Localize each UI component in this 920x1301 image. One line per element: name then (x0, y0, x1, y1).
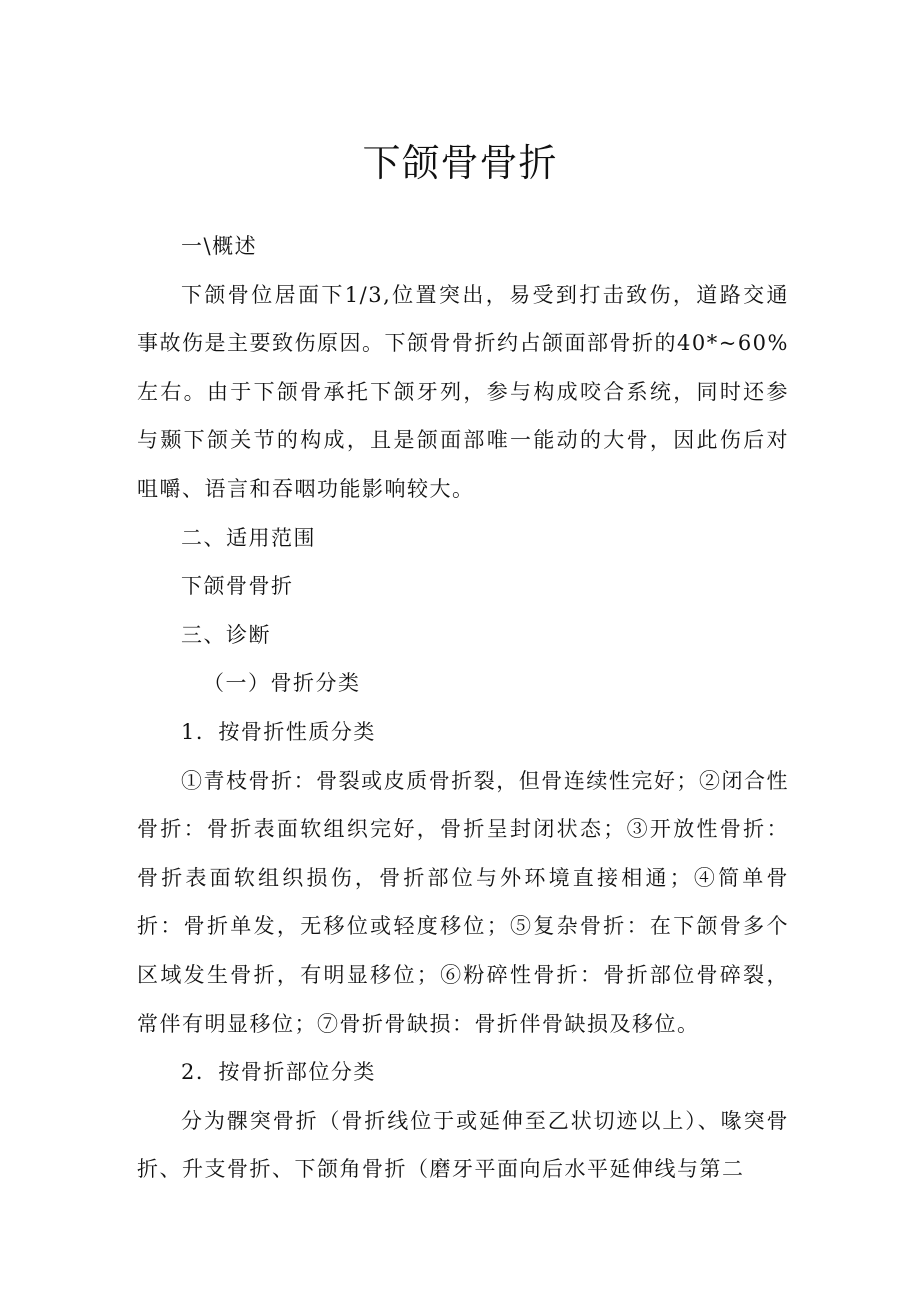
paragraph-by-site: 分为髁突骨折（骨折线位于或延伸至乙状切迹以上）、喙突骨折、升支骨折、下颌角骨折（磨牙平面向后水平延伸线与第二 (137, 1108, 789, 1182)
section-heading-diagnosis: 三、诊断 (181, 622, 271, 647)
document-body (137, 222, 789, 1194)
paragraph-scope: 下颌骨骨折 (181, 574, 294, 599)
section-heading-scope: 二、适用范围 (181, 525, 316, 550)
subsection-heading-classification: （一）骨折分类 (203, 671, 361, 696)
document-title: 下颌骨骨折 (362, 141, 558, 185)
paragraph-overview: 下颌骨位居面下1/3,位置突出，易受到打击致伤，道路交通事故伤是主要致伤原因。下颌骨骨折约占颌面部骨折的40*~60%左右。由于下颌骨承托下颌牙列，参与构成咬合系统，同时还参与颞下颌关节的构成，且是颌面部唯一能动的大骨，因此伤后对咀嚼、语言和吞咽功能影响较大。 (137, 282, 789, 501)
item-heading-by-site: 2．按骨折部位分类 (181, 1060, 376, 1085)
section-heading-overview: 一\概述 (181, 234, 258, 258)
paragraph-by-nature: ①青枝骨折：骨裂或皮质骨折裂，但骨连续性完好；②闭合性骨折：骨折表面软组织完好，骨折呈封闭状态；③开放性骨折：骨折表面软组织损伤，骨折部位与外环境直接相通；④简单骨折：骨折单发，无移位或轻度移位；⑤复杂骨折：在下颌骨多个区域发生骨折，有明显移位；⑥粉碎性骨折：骨折部位骨碎裂，常伴有明显移位；⑦骨折骨缺损：骨折伴骨缺损及移位。 (137, 768, 789, 1036)
item-heading-by-nature: 1．按骨折性质分类 (181, 719, 376, 744)
